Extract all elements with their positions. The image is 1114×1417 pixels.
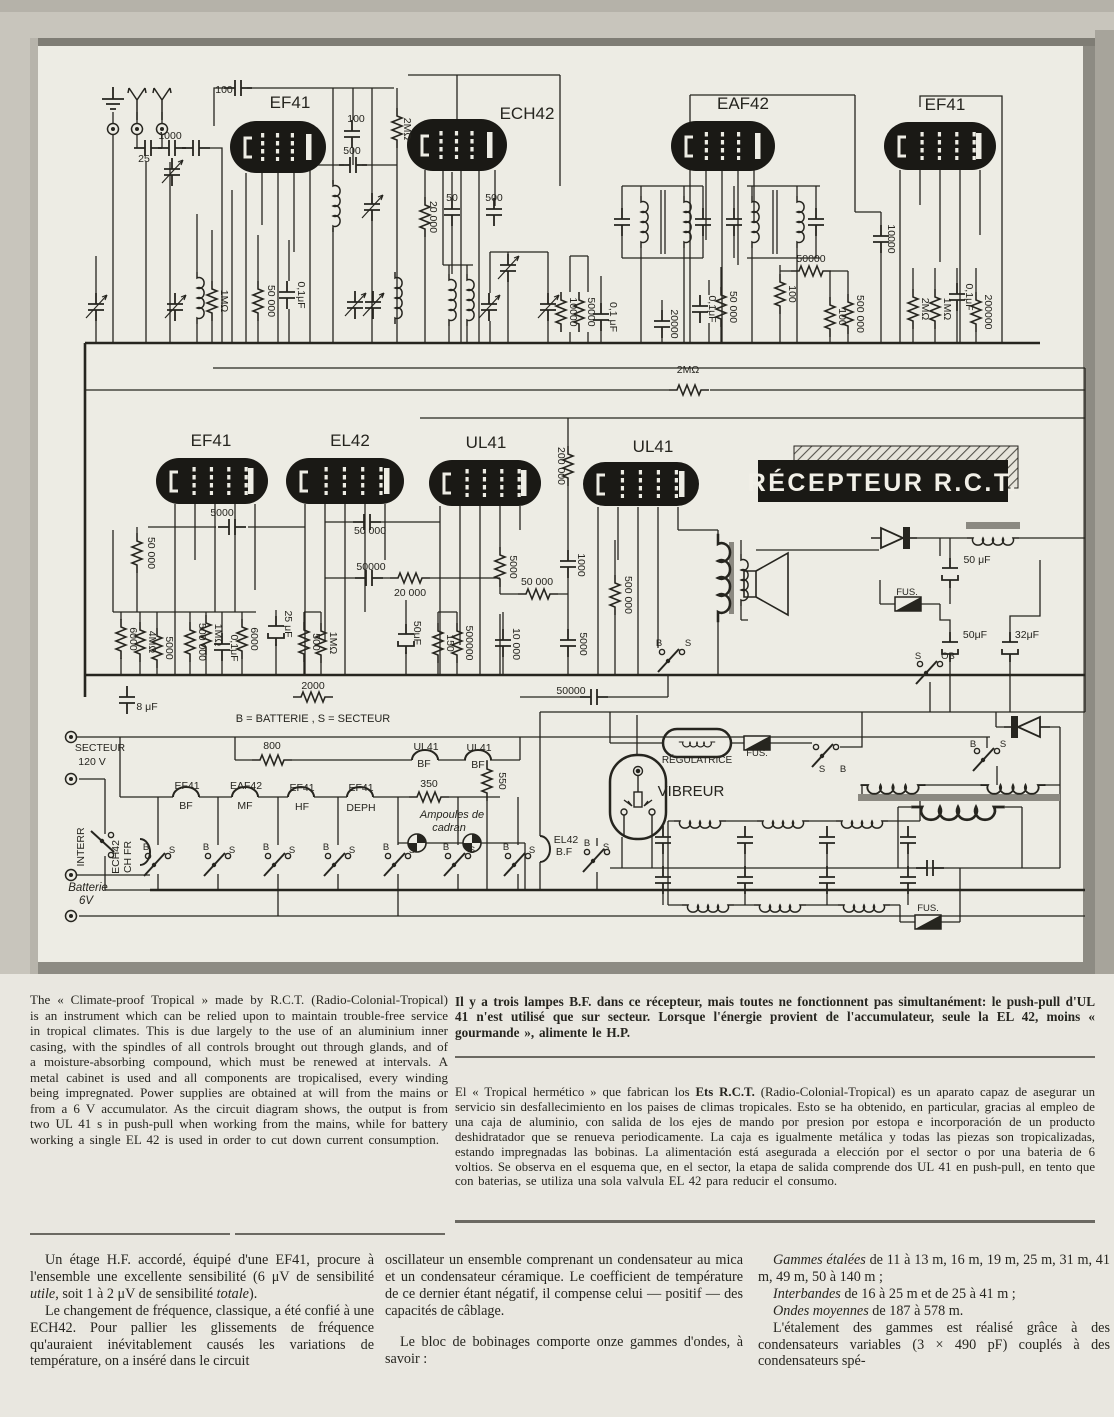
text-segment: Ets R.C.T. <box>695 1085 755 1099</box>
component-label: 50000 <box>796 253 826 265</box>
divider-under-english-left <box>30 1233 230 1235</box>
text-segment: El « Tropical hermético » que fabrican los <box>455 1085 696 1099</box>
component-label: 1MΩ <box>941 297 953 321</box>
component-label: 500000 <box>463 625 475 661</box>
component-label: B <box>142 842 150 853</box>
component-label: 0,1μF <box>228 634 240 662</box>
component-label: B <box>969 739 977 750</box>
component-label: 500 <box>310 633 322 651</box>
component-label: 20000 <box>668 309 680 339</box>
component-label: 5000 <box>210 507 234 519</box>
frame-top-edge <box>30 38 1095 46</box>
power-transformer-core <box>858 794 1060 801</box>
component-label: S <box>684 638 692 649</box>
component-label: B <box>382 842 390 853</box>
component-label: 8 μF <box>136 701 158 713</box>
component-label: RÉGULATRICE <box>661 755 733 766</box>
text-segment: Gammes étalées <box>773 1252 866 1268</box>
column-1 <box>30 1252 374 1370</box>
component-label: 500 000 <box>622 576 634 614</box>
text-segment: totale <box>216 1285 249 1302</box>
component-label: 6000 <box>127 627 139 651</box>
text-segment: , soit 1 à 2 μV de sensibilité <box>55 1285 217 1302</box>
component-label: FUS. <box>746 748 768 759</box>
component-label: BF <box>417 758 431 770</box>
page-right-band <box>1095 30 1114 980</box>
component-label: S <box>914 651 922 662</box>
divider-under-spanish <box>455 1220 1095 1223</box>
divider-under-french <box>455 1056 1095 1058</box>
component-label: B <box>583 838 591 849</box>
component-label: 25 μF <box>282 610 294 638</box>
component-label: S <box>348 845 356 856</box>
component-label: B <box>442 842 450 853</box>
component-label: CH FR <box>122 840 134 874</box>
component-label: 50μF <box>962 629 988 641</box>
tube-label: UL41 <box>632 437 674 456</box>
divider-under-english-right <box>235 1233 445 1235</box>
component-label: 350 <box>420 778 438 790</box>
tube-label: EF41 <box>924 95 966 114</box>
component-label: EF41 <box>289 782 315 794</box>
component-label: 500 000 <box>196 623 208 661</box>
component-label: 120 V <box>78 756 106 768</box>
text-segment: oscillateur un ensemble comprenant un condensateur au mica et un condensateur céramique. Le coefficient de température de ce dernier étant négatif, il compense celui — positif — des capacités de câblage. <box>385 1252 743 1319</box>
component-label: 50 000 <box>727 290 739 324</box>
component-label: 0,1 μF <box>607 302 619 332</box>
text-segment: de 187 à 578 m. <box>868 1302 964 1319</box>
component-label: S <box>528 845 536 856</box>
component-label: S <box>818 764 826 775</box>
text-segment: (Radio-Colonial-Tropical) es un aparato capaz de asegurar un servicio sin desfallecimiento en los paises de climas tropicales. Esto se ha obtenido, en particular, gracias al empleo de una caja de aluminio, con salida de los ejes de mando por presion por estopa e incorporación de un producto deshidratador que se renueva periodicamente. La caja es igualmente metálica y todas las piezas son tropicalizadas, estando impregnadas las bobinas. La alimentación está asegurada a elección por el sector o por una bateria de 6 voltios. Se observa en el esquema que, en el sector, la etapa de salida comprende dos UL 41 en push-pull, en tento que con baterias, se utiliza una sola valvula EL 42 para reducir el consumo. <box>455 1085 1095 1189</box>
component-label: 25 <box>138 153 150 165</box>
choke-core <box>966 522 1020 529</box>
tube-label: EF41 <box>190 431 232 450</box>
component-label: BF <box>471 759 485 771</box>
component-label: FUS. <box>917 903 939 914</box>
text-segment: Un étage H.F. accordé, équipé d'une EF41, procure à l'ensemble une excellente sensibilité (6 μV de sensibilité <box>30 1252 374 1285</box>
component-label: 0,1μF <box>706 295 718 323</box>
component-label: B <box>322 842 330 853</box>
component-label: SECTEUR <box>74 742 126 754</box>
component-label: S <box>168 845 176 856</box>
component-label: 10000 <box>567 297 579 327</box>
component-label: 32μF <box>1014 629 1040 641</box>
text-segment: Le bloc de bobinages comporte onze gammes d'ondes, à savoir : <box>385 1333 743 1367</box>
part-fuse <box>915 915 941 929</box>
component-label: S <box>408 845 416 856</box>
component-label: 6000 <box>248 627 260 651</box>
component-label: B <box>262 842 270 853</box>
component-label: B <box>502 842 510 853</box>
component-label: FUS. <box>896 587 918 598</box>
component-label: S <box>288 845 296 856</box>
tube-label: EL42 <box>330 431 370 450</box>
part-fuse <box>895 597 921 611</box>
component-label: 800 <box>263 740 281 752</box>
text-segment: Ondes moyennes <box>773 1302 869 1319</box>
component-label: B <box>202 842 210 853</box>
component-label: OB <box>941 651 955 662</box>
component-label: 100 <box>347 113 365 125</box>
frame-left-edge <box>30 38 38 974</box>
component-label: 50000 <box>585 297 597 327</box>
component-label: 50000 <box>356 561 386 573</box>
text-segment: de 16 à 25 m et de 25 à 41 m ; <box>840 1285 1016 1302</box>
component-label: 5000 <box>507 555 519 579</box>
column-3 <box>758 1252 1110 1370</box>
component-label: 200 000 <box>555 447 567 485</box>
column-2 <box>385 1252 743 1367</box>
component-label: 4MΩ <box>146 630 158 654</box>
component-label: 10 000 <box>510 627 522 661</box>
text-segment: Le changement de fréquence, classique, a été confié à une ECH42. Pour pallier les glissements de fréquence qu'auraient inévitablement causés les variations de température, on a inséré dans le circuit <box>30 1302 374 1370</box>
component-label: 2MΩ <box>676 364 700 376</box>
page-top-band <box>0 0 1114 12</box>
component-label: 2000 <box>301 680 325 692</box>
component-label: 50 000 <box>520 576 554 588</box>
component-label: Batterie <box>68 882 108 894</box>
component-label: 500 000 <box>854 295 866 333</box>
component-label: 6V <box>78 895 94 907</box>
tube-label: EF41 <box>269 93 311 112</box>
component-label: HF <box>295 801 309 813</box>
component-label: UL41 <box>466 742 492 754</box>
component-label: S <box>999 739 1007 750</box>
component-label: S <box>602 842 610 853</box>
component-label: BF <box>179 800 193 812</box>
component-label: Ampoules de <box>419 809 485 821</box>
component-label: 100 <box>786 285 798 303</box>
text-segment: L'étalement des gammes est réalisé grâce à des condensateurs variables (3 × 490 pF) couplés à des condensateurs spé- <box>758 1319 1110 1370</box>
component-label: 2MΩ <box>919 297 931 321</box>
caption-french <box>455 994 1095 1040</box>
component-label: 1000 <box>158 130 182 142</box>
component-label: EL42 <box>553 834 579 846</box>
component-label: 5000 <box>163 636 175 660</box>
component-label: UL41 <box>413 741 439 753</box>
component-label: 200000 <box>982 294 994 330</box>
tube-label: UL41 <box>465 433 507 452</box>
text-segment: ). <box>248 1285 258 1302</box>
text-segment: The « Climate-proof Tropical » made by R.C.T. (Radio-Colonial-Tropical) is an instrument which can be relied upon to maintain trouble-free service in tropical climates. This is due largely to the use of an aluminium inner casing, with the spindles of all controls brought out through glands, and of a moisture-absorbing compound, which must be renewed at intervals. A metal cabinet is used and all components are tropicalised, every winding being impregnated. Power supplies are obtained at will from the mains or from a 6 V accumulator. As the circuit diagram shows, the output is from two UL 41 s in push-pull when working from the mains, while for battery working a single EL 42 is used in order to cut down current consumption. <box>30 992 448 1147</box>
component-label: DEPH <box>346 802 376 814</box>
component-label: INTERR <box>75 827 87 867</box>
component-label: 1MΩ <box>218 289 230 313</box>
component-label: 1MΩ <box>212 623 224 647</box>
component-label: 50 000 <box>265 284 277 318</box>
component-label: S <box>228 845 236 856</box>
component-label: 50 000 <box>145 536 157 570</box>
component-label: B.F <box>555 846 573 858</box>
component-label: 1MΩ <box>327 631 339 655</box>
component-label: 100 <box>836 308 848 326</box>
component-label: 1000 <box>575 553 587 577</box>
component-label: 50 μF <box>963 554 991 566</box>
component-label: B <box>655 638 663 649</box>
component-label: 20 000 <box>427 200 439 234</box>
article-english <box>30 992 448 1147</box>
text-segment: Il y a trois lampes B.F. dans ce récepteur, mais toutes ne fonctionnent pas simultanément: le push-pull d'UL 41 n'est utilisé que sur secteur. Lorsque l'énergie provient de l'accumulateur, seule la EL 42, moins « gourmande », alimente le H.P. <box>455 994 1095 1040</box>
component-label: 150 <box>444 634 456 652</box>
article-spanish <box>455 1085 1095 1189</box>
component-label: 50 000 <box>353 525 387 537</box>
text-segment: utile <box>30 1285 56 1302</box>
component-label: ECH42 <box>110 840 122 874</box>
component-label: EF41 <box>348 782 374 794</box>
tube-label: ECH42 <box>499 104 555 123</box>
component-label: S <box>468 845 476 856</box>
component-label: 5000 <box>577 632 589 656</box>
component-label: 550 <box>496 772 508 790</box>
component-label: 2MΩ <box>401 117 413 141</box>
component-label: MF <box>237 800 253 812</box>
component-label: 0,1μF <box>963 283 975 311</box>
component-label: 50μF <box>411 620 423 646</box>
component-label: B = BATTERIE , S = SECTEUR <box>235 713 391 725</box>
text-segment: de 11 à 13 m, 16 m, 19 m, 25 m, 31 m, 41 m, 49 m, 50 à 140 m ; <box>758 1252 1110 1285</box>
component-label: 50 <box>446 192 458 204</box>
component-label: 100 <box>215 84 233 96</box>
component-label: 10000 <box>885 224 897 254</box>
component-label: EAF42 <box>229 780 263 792</box>
component-label: VIBREUR <box>657 783 725 800</box>
component-label: 20 000 <box>393 587 427 599</box>
component-label: 500 <box>343 145 361 157</box>
component-label: 500 <box>485 192 503 204</box>
banner-title: RÉCEPTEUR R.C.T. <box>747 469 1019 497</box>
component-label: 0,1μF <box>295 281 307 309</box>
tube-label: EAF42 <box>717 94 769 113</box>
component-label: EF41 <box>174 780 200 792</box>
component-label: B <box>839 764 847 775</box>
component-label: cadran <box>432 822 466 834</box>
component-label: 50000 <box>556 685 586 697</box>
text-segment: Interbandes <box>773 1285 841 1302</box>
